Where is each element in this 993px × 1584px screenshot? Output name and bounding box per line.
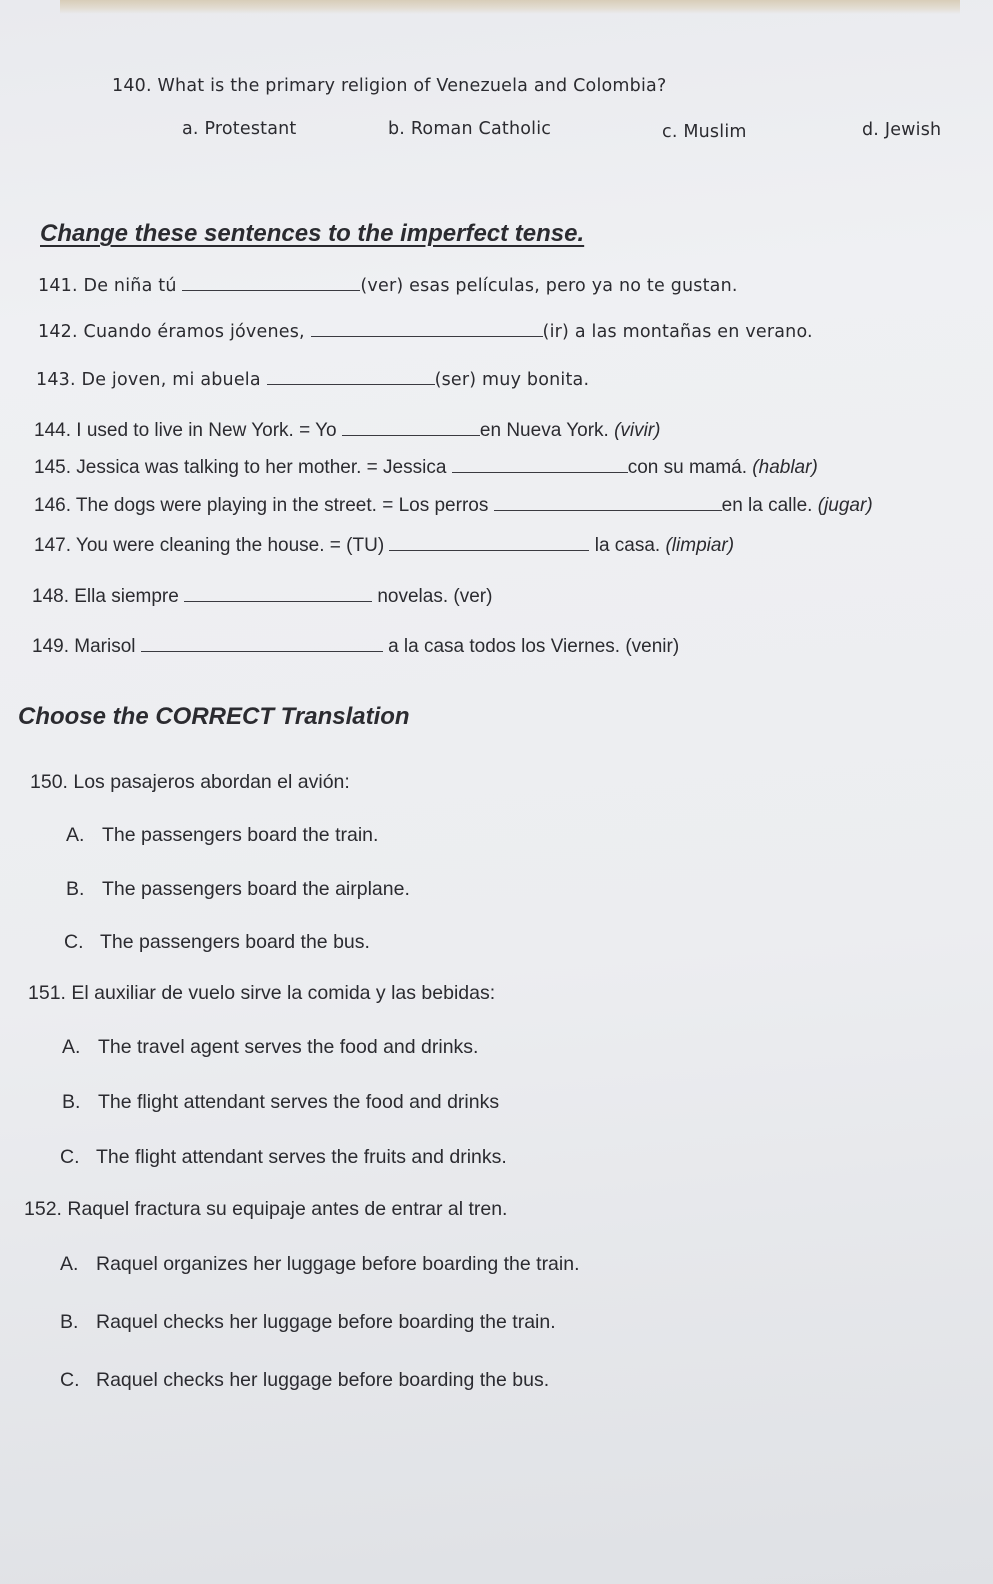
q140-option-b: b. Roman Catholic: [388, 119, 552, 139]
item-145-blank[interactable]: [452, 458, 628, 473]
item-141-prompt: 141. De niña tú: [38, 276, 177, 296]
q152-option-b[interactable]: B. Raquel checks her luggage before boarding the train.: [60, 1311, 556, 1333]
q151-option-a[interactable]: A. The travel agent serves the food and drinks.: [62, 1036, 479, 1058]
page-top-edge: [60, 0, 960, 14]
item-145-rest: con su mamá.: [627, 457, 748, 478]
q150-option-a[interactable]: A. The passengers board the train.: [66, 824, 379, 846]
item-146-prompt: 146. The dogs were playing in the street. = Los perros: [34, 495, 489, 516]
item-144: [34, 420, 661, 442]
item-141-rest: (ver) esas películas, pero ya no te gustan.: [360, 276, 738, 296]
item-144-prompt: 144. I used to live in New York. = Yo: [34, 420, 337, 441]
item-143-rest: (ser) muy bonita.: [434, 370, 590, 390]
item-147: [34, 535, 734, 557]
item-145: [34, 457, 818, 479]
item-145-hint: (hablar): [752, 457, 818, 478]
item-143-blank[interactable]: [267, 370, 435, 385]
item-142-blank[interactable]: [311, 322, 543, 337]
item-141-blank[interactable]: [182, 276, 360, 291]
q140-option-d: d. Jewish: [862, 120, 942, 140]
q150-prompt: 150. Los pasajeros abordan el avión:: [30, 771, 350, 793]
item-145-prompt: 145. Jessica was talking to her mother. = Jessica: [34, 457, 447, 478]
item-149-prompt: 149. Marisol: [32, 636, 136, 657]
item-142-prompt: 142. Cuando éramos jóvenes,: [38, 322, 305, 342]
item-142-rest: (ir) a las montañas en verano.: [542, 322, 813, 342]
q151-option-c[interactable]: C. The flight attendant serves the fruits and drinks.: [60, 1146, 507, 1168]
q140-option-c: c. Muslim: [662, 122, 747, 142]
q150-option-c[interactable]: C. The passengers board the bus.: [64, 931, 370, 953]
item-144-blank[interactable]: [342, 421, 480, 436]
q151-option-b[interactable]: B. The flight attendant serves the food and drinks: [62, 1091, 500, 1113]
item-142: [38, 322, 813, 342]
item-147-hint: (limpiar): [665, 535, 735, 556]
q152-option-c[interactable]: C. Raquel checks her luggage before boarding the bus.: [60, 1369, 550, 1391]
q152-prompt: 152. Raquel fractura su equipaje antes de entrar al tren.: [24, 1198, 508, 1220]
item-141: [38, 276, 738, 296]
item-148-blank[interactable]: [184, 587, 372, 602]
q152-option-a[interactable]: A. Raquel organizes her luggage before boarding the train.: [60, 1253, 580, 1275]
item-149-blank[interactable]: [141, 637, 383, 652]
section-translation-heading: Choose the CORRECT Translation: [18, 703, 410, 730]
item-147-prompt: 147. You were cleaning the house. = (TU): [34, 535, 385, 556]
item-148-prompt: 148. Ella siempre: [32, 586, 179, 607]
section-imperfect-heading: Change these sentences to the imperfect tense.: [40, 220, 585, 247]
item-143-prompt: 143. De joven, mi abuela: [36, 370, 261, 390]
q140-option-a: a. Protestant: [182, 119, 297, 139]
item-146-hint: (jugar): [817, 495, 873, 516]
item-147-rest: la casa.: [594, 535, 661, 556]
item-148-rest: novelas. (ver): [377, 586, 493, 607]
q140-question: 140. What is the primary religion of Venezuela and Colombia?: [112, 76, 667, 96]
q151-prompt: 151. El auxiliar de vuelo sirve la comida y las bebidas:: [28, 982, 496, 1004]
item-143: [36, 370, 589, 390]
item-149-rest: a la casa todos los Viernes. (venir): [388, 636, 680, 657]
item-148: [32, 586, 492, 608]
item-146-blank[interactable]: [494, 496, 722, 511]
item-144-hint: (vivir): [614, 420, 661, 441]
item-146-rest: en la calle.: [721, 495, 813, 516]
item-144-rest: en Nueva York.: [479, 420, 609, 441]
q150-option-b[interactable]: B. The passengers board the airplane.: [66, 878, 410, 900]
item-146: [34, 495, 873, 517]
item-149: [32, 636, 679, 658]
item-147-blank[interactable]: [389, 536, 589, 551]
